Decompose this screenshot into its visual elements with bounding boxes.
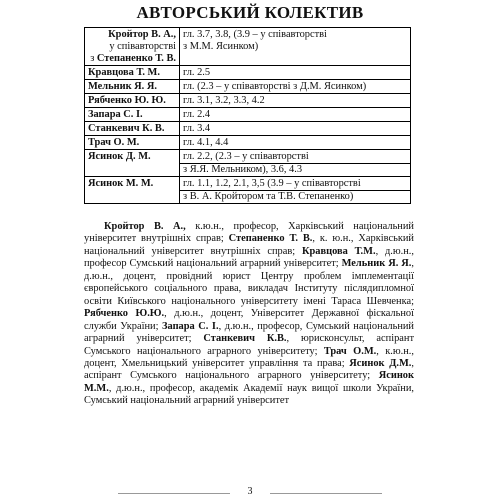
bio-text: , к.ю.н., доцент, Хмельницький університет управління та права; xyxy=(84,345,415,369)
authors-table xyxy=(84,27,411,204)
author-name: Трач О. М. xyxy=(85,136,180,150)
author-row xyxy=(85,80,411,94)
author-name: Кравцова Т. М. xyxy=(85,66,180,80)
chapter-line: гл. 1.1, 1.2, 2.1, 3,5 (3.9 – у співавторстві xyxy=(183,178,361,189)
author-name: Рябченко Ю. Ю. xyxy=(85,94,180,108)
bio-text: , к. ю.н., Харківський національний університет внутрішніх справ; xyxy=(84,233,414,257)
author-chapters xyxy=(180,66,411,80)
chapter-line: з М.М. Ясинком) xyxy=(183,41,259,52)
chapter-line: гл. 3.1, 3.2, 3.3, 4.2 xyxy=(183,95,265,106)
bio-text: , д.ю.н., професор Сумський національний аграрний університет; xyxy=(84,245,414,270)
author-row xyxy=(85,150,411,177)
bio-author-name: Кравцова Т.М. xyxy=(301,245,376,257)
bio-author-name: Кройтор В. А., xyxy=(104,221,186,232)
footer-rule-right xyxy=(270,493,382,494)
bio-text: , д.ю.н., доцент, Університет Державної фіскальної служби України; xyxy=(84,308,414,332)
bio-author-name: Запара С. І. xyxy=(162,320,219,332)
author-chapters xyxy=(180,94,411,108)
author-row xyxy=(85,94,411,108)
chapter-line: гл. 3.7, 3.8, (3.9 – у співавторстві xyxy=(183,29,327,40)
page-title: АВТОРСЬКИЙ КОЛЕКТИВ xyxy=(136,3,364,22)
author-name: Мельник Я. Я. xyxy=(85,80,180,94)
authors-bio-paragraph xyxy=(84,221,414,408)
author-row xyxy=(85,108,411,122)
bio-author-name: Мельник Я. Я. xyxy=(341,258,412,270)
bio-text: , юрисконсульт, аспірант Сумського національного аграрного університету; xyxy=(84,333,414,357)
author-row xyxy=(85,136,411,150)
author-name-line: Кройтор В. А., xyxy=(108,29,176,40)
chapter-line: гл. 4.1, 4.4 xyxy=(183,137,229,148)
chapter-line: гл. (2.3 – у співавторстві з Д.М. Ясинком) xyxy=(183,81,367,92)
author-row xyxy=(85,28,411,66)
bio-text: , д.ю.н., професор, Сумський національний аграрний університет; xyxy=(84,320,414,345)
bio-author-name: Рябченко Ю.Ю. xyxy=(84,308,165,320)
author-chapters xyxy=(180,80,411,94)
author-chapters xyxy=(180,28,411,66)
author-name-line: у співавторстві xyxy=(109,41,176,52)
author-chapters xyxy=(180,108,411,122)
author-name-line: з Степаненко Т. В. xyxy=(90,53,176,64)
author-name xyxy=(85,28,180,66)
author-name: Ясинок Д. М. xyxy=(85,150,180,177)
chapter-line: з Я.Я. Мельником), 3.6, 4.3 xyxy=(180,163,410,176)
author-chapters xyxy=(180,136,411,150)
bio-text: , д.ю.н., доцент, провідний юрист Центру проблем імплементації європейського соціального права, викладач Інституту післядипломної освіти Київського національного університету імені Тараса Шевченка; xyxy=(84,258,415,307)
author-chapters xyxy=(180,122,411,136)
bio-author-name: Ясинок М.М. xyxy=(84,370,414,394)
bio-author-name: Ясинок Д.М. xyxy=(349,357,412,369)
author-chapters xyxy=(180,177,411,204)
page-number: 3 xyxy=(247,486,253,497)
chapter-line: гл. 3.4 xyxy=(183,123,211,134)
author-row xyxy=(85,177,411,204)
chapter-line: гл. 2.5 xyxy=(183,67,211,78)
author-chapters xyxy=(180,150,411,177)
bio-author-name: Степаненко Т. В. xyxy=(228,233,313,245)
chapter-line: гл. 2.4 xyxy=(183,109,211,120)
footer-rule-left xyxy=(118,493,230,494)
bio-text: , д.ю.н., професор, академік Академії наук вищої школи України, Сумський національний аграрний університет xyxy=(84,382,414,407)
bio-author-name: Трач О.М. xyxy=(323,345,377,357)
author-row xyxy=(85,66,411,80)
author-row xyxy=(85,122,411,136)
bio-text: , аспірант Сумського національного аграрного університету; xyxy=(84,357,414,382)
author-name: Запара С. І. xyxy=(85,108,180,122)
chapter-line: з В. А. Кройтором та Т.В. Степаненко) xyxy=(180,190,410,203)
chapter-line: гл. 2.2, (2.3 – у співавторстві xyxy=(183,151,309,162)
bio-text: к.ю.н., професор, Харківський національний університет внутрішніх справ; xyxy=(84,221,414,245)
bio-author-name: Станкевич К.В. xyxy=(203,333,287,345)
author-name: Ясинок М. М. xyxy=(85,177,180,204)
author-name: Станкевич К. В. xyxy=(85,122,180,136)
